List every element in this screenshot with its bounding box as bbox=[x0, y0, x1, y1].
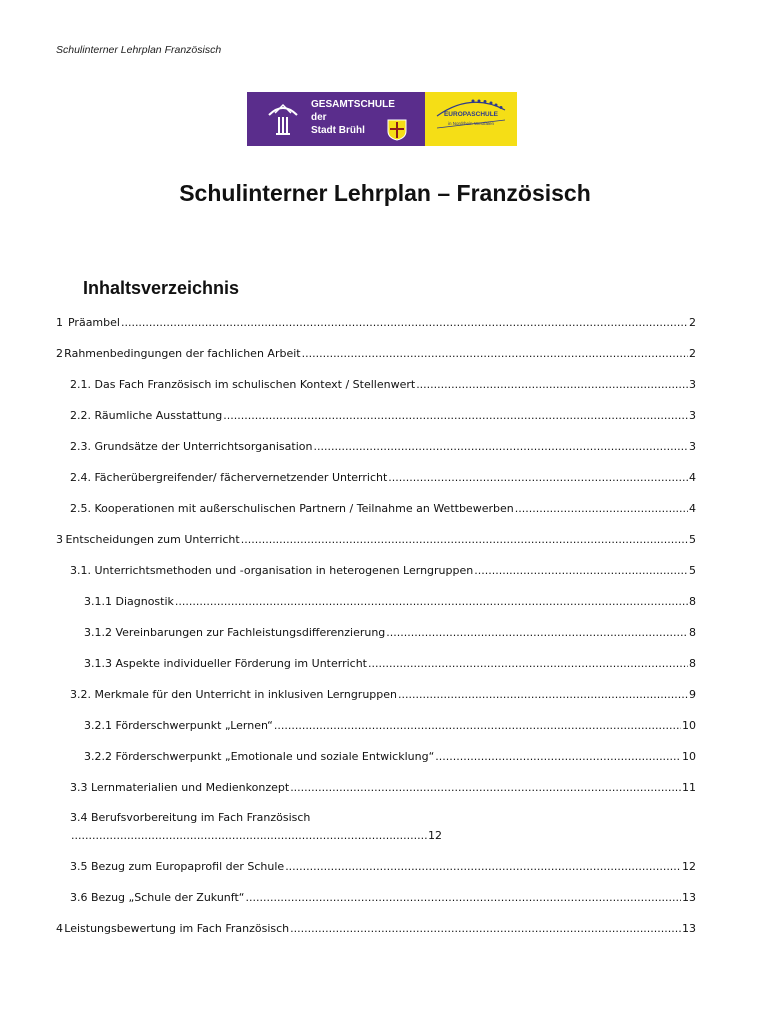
school-emblem-icon bbox=[265, 99, 301, 139]
toc-leader bbox=[313, 440, 688, 454]
toc-entry-title: 3.2.2 Förderschwerpunkt „Emotionale und soziale Entwicklung“ bbox=[84, 750, 435, 763]
toc-entry[interactable] bbox=[70, 502, 696, 516]
toc-entry[interactable] bbox=[70, 860, 696, 874]
toc-entry-page: 8 bbox=[689, 626, 696, 639]
toc-entry-page: 3 bbox=[689, 409, 696, 422]
school-name-line2: der bbox=[311, 112, 327, 123]
toc-entry-title: 3.5 Bezug zum Europaprofil der Schule bbox=[70, 860, 285, 873]
toc-entry-title: Entscheidungen zum Unterricht bbox=[65, 533, 240, 546]
toc-entry-title: 3.1. Unterrichtsmethoden und -organisation in heterogenen Lerngruppen bbox=[70, 564, 474, 577]
city-crest-icon bbox=[387, 119, 407, 141]
toc-leader bbox=[290, 922, 681, 936]
toc-entry-page: 2 bbox=[689, 316, 696, 329]
toc-leader bbox=[388, 471, 688, 485]
toc-entry[interactable] bbox=[84, 657, 696, 671]
toc-leader bbox=[474, 564, 688, 578]
toc-entry-page: 10 bbox=[682, 719, 696, 732]
toc-entry-title: 2.4. Fächerübergreifender/ fächervernetzender Unterricht bbox=[70, 471, 388, 484]
toc-entry-page: 3 bbox=[689, 440, 696, 453]
toc-entry[interactable] bbox=[84, 626, 696, 640]
toc-entry[interactable] bbox=[70, 811, 696, 825]
toc-entry-title: 3.1.3 Aspekte individueller Förderung im Unterricht bbox=[84, 657, 367, 670]
toc-entry[interactable] bbox=[70, 409, 696, 423]
toc-leader bbox=[121, 316, 688, 330]
toc-leader bbox=[398, 688, 688, 702]
toc-entry-page: 8 bbox=[689, 657, 696, 670]
toc-entry[interactable] bbox=[70, 688, 696, 702]
toc-entry-page: 5 bbox=[689, 533, 696, 546]
running-header: Schulinterner Lehrplan Französisch bbox=[56, 44, 222, 56]
toc-leader bbox=[223, 409, 688, 423]
toc-entry-number: 4 bbox=[56, 922, 63, 935]
toc-entry-continuation[interactable] bbox=[70, 829, 442, 843]
toc-entry-page: 8 bbox=[689, 595, 696, 608]
toc-entry-number: 3 bbox=[56, 533, 63, 546]
toc-leader bbox=[285, 860, 681, 874]
toc-entry-page: 4 bbox=[689, 471, 696, 484]
toc-entry[interactable] bbox=[56, 533, 696, 547]
toc-leader bbox=[241, 533, 688, 547]
school-logo bbox=[247, 92, 517, 146]
toc-leader bbox=[71, 829, 427, 843]
toc-entry[interactable] bbox=[70, 891, 696, 905]
toc-entry-page: 11 bbox=[682, 781, 696, 794]
toc-leader bbox=[515, 502, 688, 516]
toc-leader bbox=[245, 891, 681, 905]
toc-entry-title: Präambel bbox=[67, 316, 120, 329]
europaschule-logo-panel bbox=[425, 92, 517, 146]
toc-entry-title: 3.3 Lernmaterialien und Medienkonzept bbox=[70, 781, 290, 794]
toc-entry-title: 3.6 Bezug „Schule der Zukunft“ bbox=[70, 891, 245, 904]
toc-entry-number: 1 bbox=[56, 316, 63, 329]
toc-entry[interactable] bbox=[84, 595, 696, 609]
toc-entry-page: 4 bbox=[689, 502, 696, 515]
toc-entry-page: 5 bbox=[689, 564, 696, 577]
toc-entry-page: 13 bbox=[682, 891, 696, 904]
toc-entry[interactable] bbox=[56, 922, 696, 936]
toc-entry-page: 10 bbox=[682, 750, 696, 763]
toc-entry-title: 2.5. Kooperationen mit außerschulischen Partnern / Teilnahme an Wettbewerben bbox=[70, 502, 514, 515]
toc-heading: Inhaltsverzeichnis bbox=[83, 278, 240, 298]
toc-entry-page: 12 bbox=[428, 829, 442, 842]
toc-leader bbox=[290, 781, 681, 795]
toc-leader bbox=[416, 378, 688, 392]
toc-entry[interactable] bbox=[70, 564, 696, 578]
toc-entry[interactable] bbox=[56, 316, 696, 330]
toc-leader bbox=[435, 750, 681, 764]
toc-entry[interactable] bbox=[70, 440, 696, 454]
toc-entry[interactable] bbox=[70, 378, 696, 392]
toc-entry-title: Rahmenbedingungen der fachlichen Arbeit bbox=[64, 347, 301, 360]
toc-entry-title: 3.4 Berufsvorbereitung im Fach Französisch bbox=[70, 811, 311, 824]
toc-entry-title: 2.1. Das Fach Französisch im schulischen Kontext / Stellenwert bbox=[70, 378, 416, 391]
school-name-line1: GESAMTSCHULE bbox=[311, 99, 395, 110]
toc-entry[interactable] bbox=[84, 719, 696, 733]
school-logo-panel bbox=[247, 92, 425, 146]
toc-entry-title: 3.1.1 Diagnostik bbox=[84, 595, 174, 608]
toc-leader bbox=[368, 657, 688, 671]
toc-entry-page: 3 bbox=[689, 378, 696, 391]
document-title: Schulinterner Lehrplan – Französisch bbox=[179, 180, 591, 206]
toc-leader bbox=[302, 347, 688, 361]
school-name-line3: Stadt Brühl bbox=[311, 125, 365, 136]
toc-entry-title: 2.2. Räumliche Ausstattung bbox=[70, 409, 223, 422]
toc-leader bbox=[386, 626, 688, 640]
toc-entry-title: Leistungsbewertung im Fach Französisch bbox=[64, 922, 290, 935]
toc-entry[interactable] bbox=[70, 471, 696, 485]
toc-leader bbox=[274, 719, 681, 733]
toc-entry-title: 2.3. Grundsätze der Unterrichtsorganisation bbox=[70, 440, 313, 453]
toc-entry-title: 3.2. Merkmale für den Unterricht in inklusiven Lerngruppen bbox=[70, 688, 398, 701]
europaschule-title: EUROPASCHULE bbox=[443, 111, 499, 118]
toc-entry-page: 12 bbox=[682, 860, 696, 873]
europaschule-subtitle: in Nordrhein-Westfalen bbox=[448, 121, 494, 126]
toc-entry-page: 13 bbox=[682, 922, 696, 935]
toc-entry-page: 9 bbox=[689, 688, 696, 701]
toc-entry[interactable] bbox=[70, 781, 696, 795]
toc-entry[interactable] bbox=[56, 347, 696, 361]
toc-leader bbox=[175, 595, 688, 609]
toc-entry[interactable] bbox=[84, 750, 696, 764]
toc-entry-title: 3.1.2 Vereinbarungen zur Fachleistungsdifferenzierung bbox=[84, 626, 386, 639]
toc-entry-title: 3.2.1 Förderschwerpunkt „Lernen“ bbox=[84, 719, 273, 732]
toc-entry-page: 2 bbox=[689, 347, 696, 360]
school-name bbox=[311, 98, 395, 137]
toc-entry-number: 2 bbox=[56, 347, 63, 360]
